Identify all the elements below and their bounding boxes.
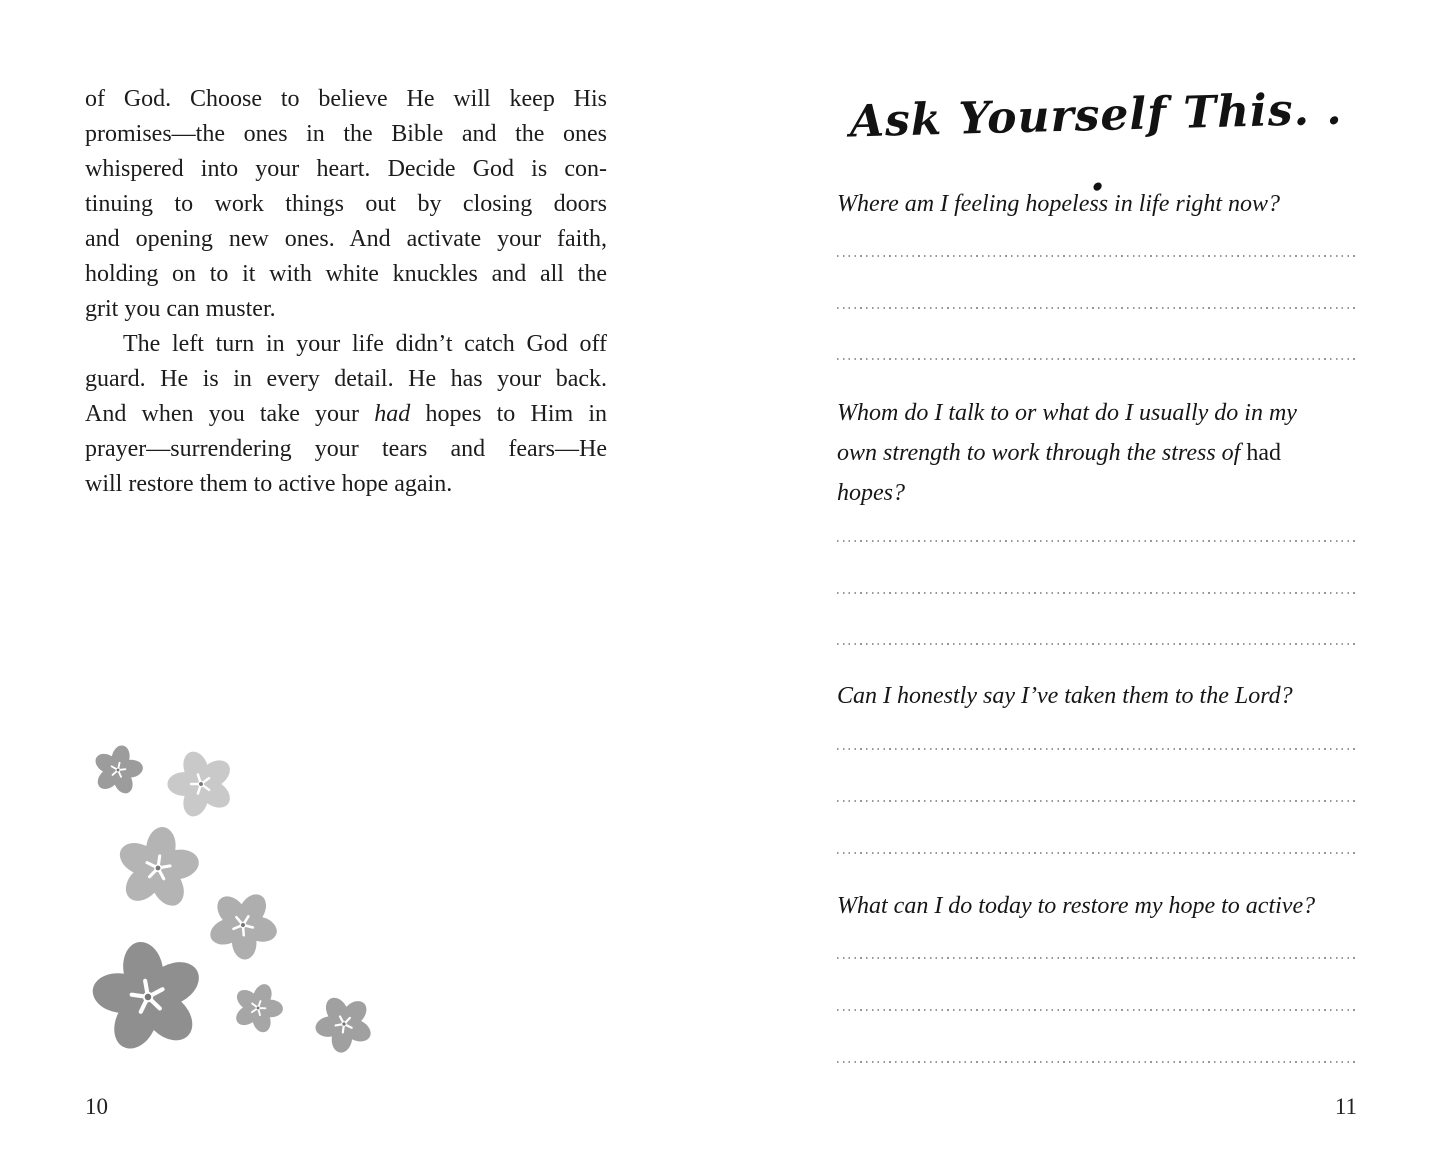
answer-dotted-line bbox=[837, 852, 1357, 854]
question-text: Can I honestly say I’ve taken them to the Lord? bbox=[837, 683, 1293, 709]
page-number-right: 11 bbox=[1334, 1094, 1357, 1119]
flower-icon bbox=[303, 983, 384, 1064]
body-line: prayer—surrendering your tears and fears—He bbox=[85, 436, 607, 462]
question-text: What can I do today to restore my hope to active? bbox=[837, 893, 1316, 919]
answer-dotted-line bbox=[837, 800, 1357, 802]
body-line: The left turn in your life didn’t catch God off bbox=[123, 331, 607, 357]
body-text bbox=[85, 82, 607, 502]
body-line: tinuing to work things out by closing doors bbox=[85, 191, 607, 217]
body-line: of God. Choose to believe He will keep His bbox=[85, 86, 607, 112]
questions bbox=[722, 0, 1445, 1174]
answer-dotted-line bbox=[837, 255, 1357, 257]
page-title: Ask Yourself This. . . bbox=[849, 83, 1344, 202]
body-line: holding on to it with white knuckles and all the bbox=[85, 261, 607, 287]
question-text: Where am I feeling hopeless in life right now? bbox=[837, 191, 1281, 217]
question-text: Whom do I talk to or what do I usually do in my own strength to work through the stress of had hopes? bbox=[837, 400, 1297, 506]
body-line: grit you can muster. bbox=[85, 296, 276, 322]
body-line: And when you take your had hopes to Him in bbox=[85, 401, 608, 427]
answer-dotted-line bbox=[837, 540, 1357, 542]
body-line: will restore them to active hope again. bbox=[85, 471, 453, 497]
answer-dotted-line bbox=[837, 957, 1357, 959]
answer-dotted-line bbox=[837, 643, 1357, 645]
answer-dotted-line bbox=[837, 1061, 1357, 1063]
flower-icon bbox=[157, 740, 245, 828]
body-line: guard. He is in every detail. He has your back. bbox=[85, 366, 607, 392]
body-line: whispered into your heart. Decide God is con- bbox=[85, 156, 607, 182]
left-page bbox=[0, 0, 722, 1174]
flower-icon bbox=[225, 975, 292, 1042]
flower-icon bbox=[109, 819, 206, 916]
flower-icon bbox=[81, 930, 215, 1064]
answer-dotted-line bbox=[837, 307, 1357, 309]
answer-dotted-line bbox=[837, 748, 1357, 750]
flower-icon bbox=[87, 739, 149, 801]
right-page bbox=[722, 0, 1445, 1174]
answer-dotted-line bbox=[837, 358, 1357, 360]
body-line: and opening new ones. And activate your faith, bbox=[85, 226, 607, 252]
page-number-left: 10 bbox=[85, 1094, 108, 1119]
answer-dotted-line bbox=[837, 1009, 1357, 1011]
body-line: promises—the ones in the Bible and the ones bbox=[85, 121, 607, 147]
answer-dotted-line bbox=[837, 592, 1357, 594]
flower-icon bbox=[193, 875, 292, 974]
